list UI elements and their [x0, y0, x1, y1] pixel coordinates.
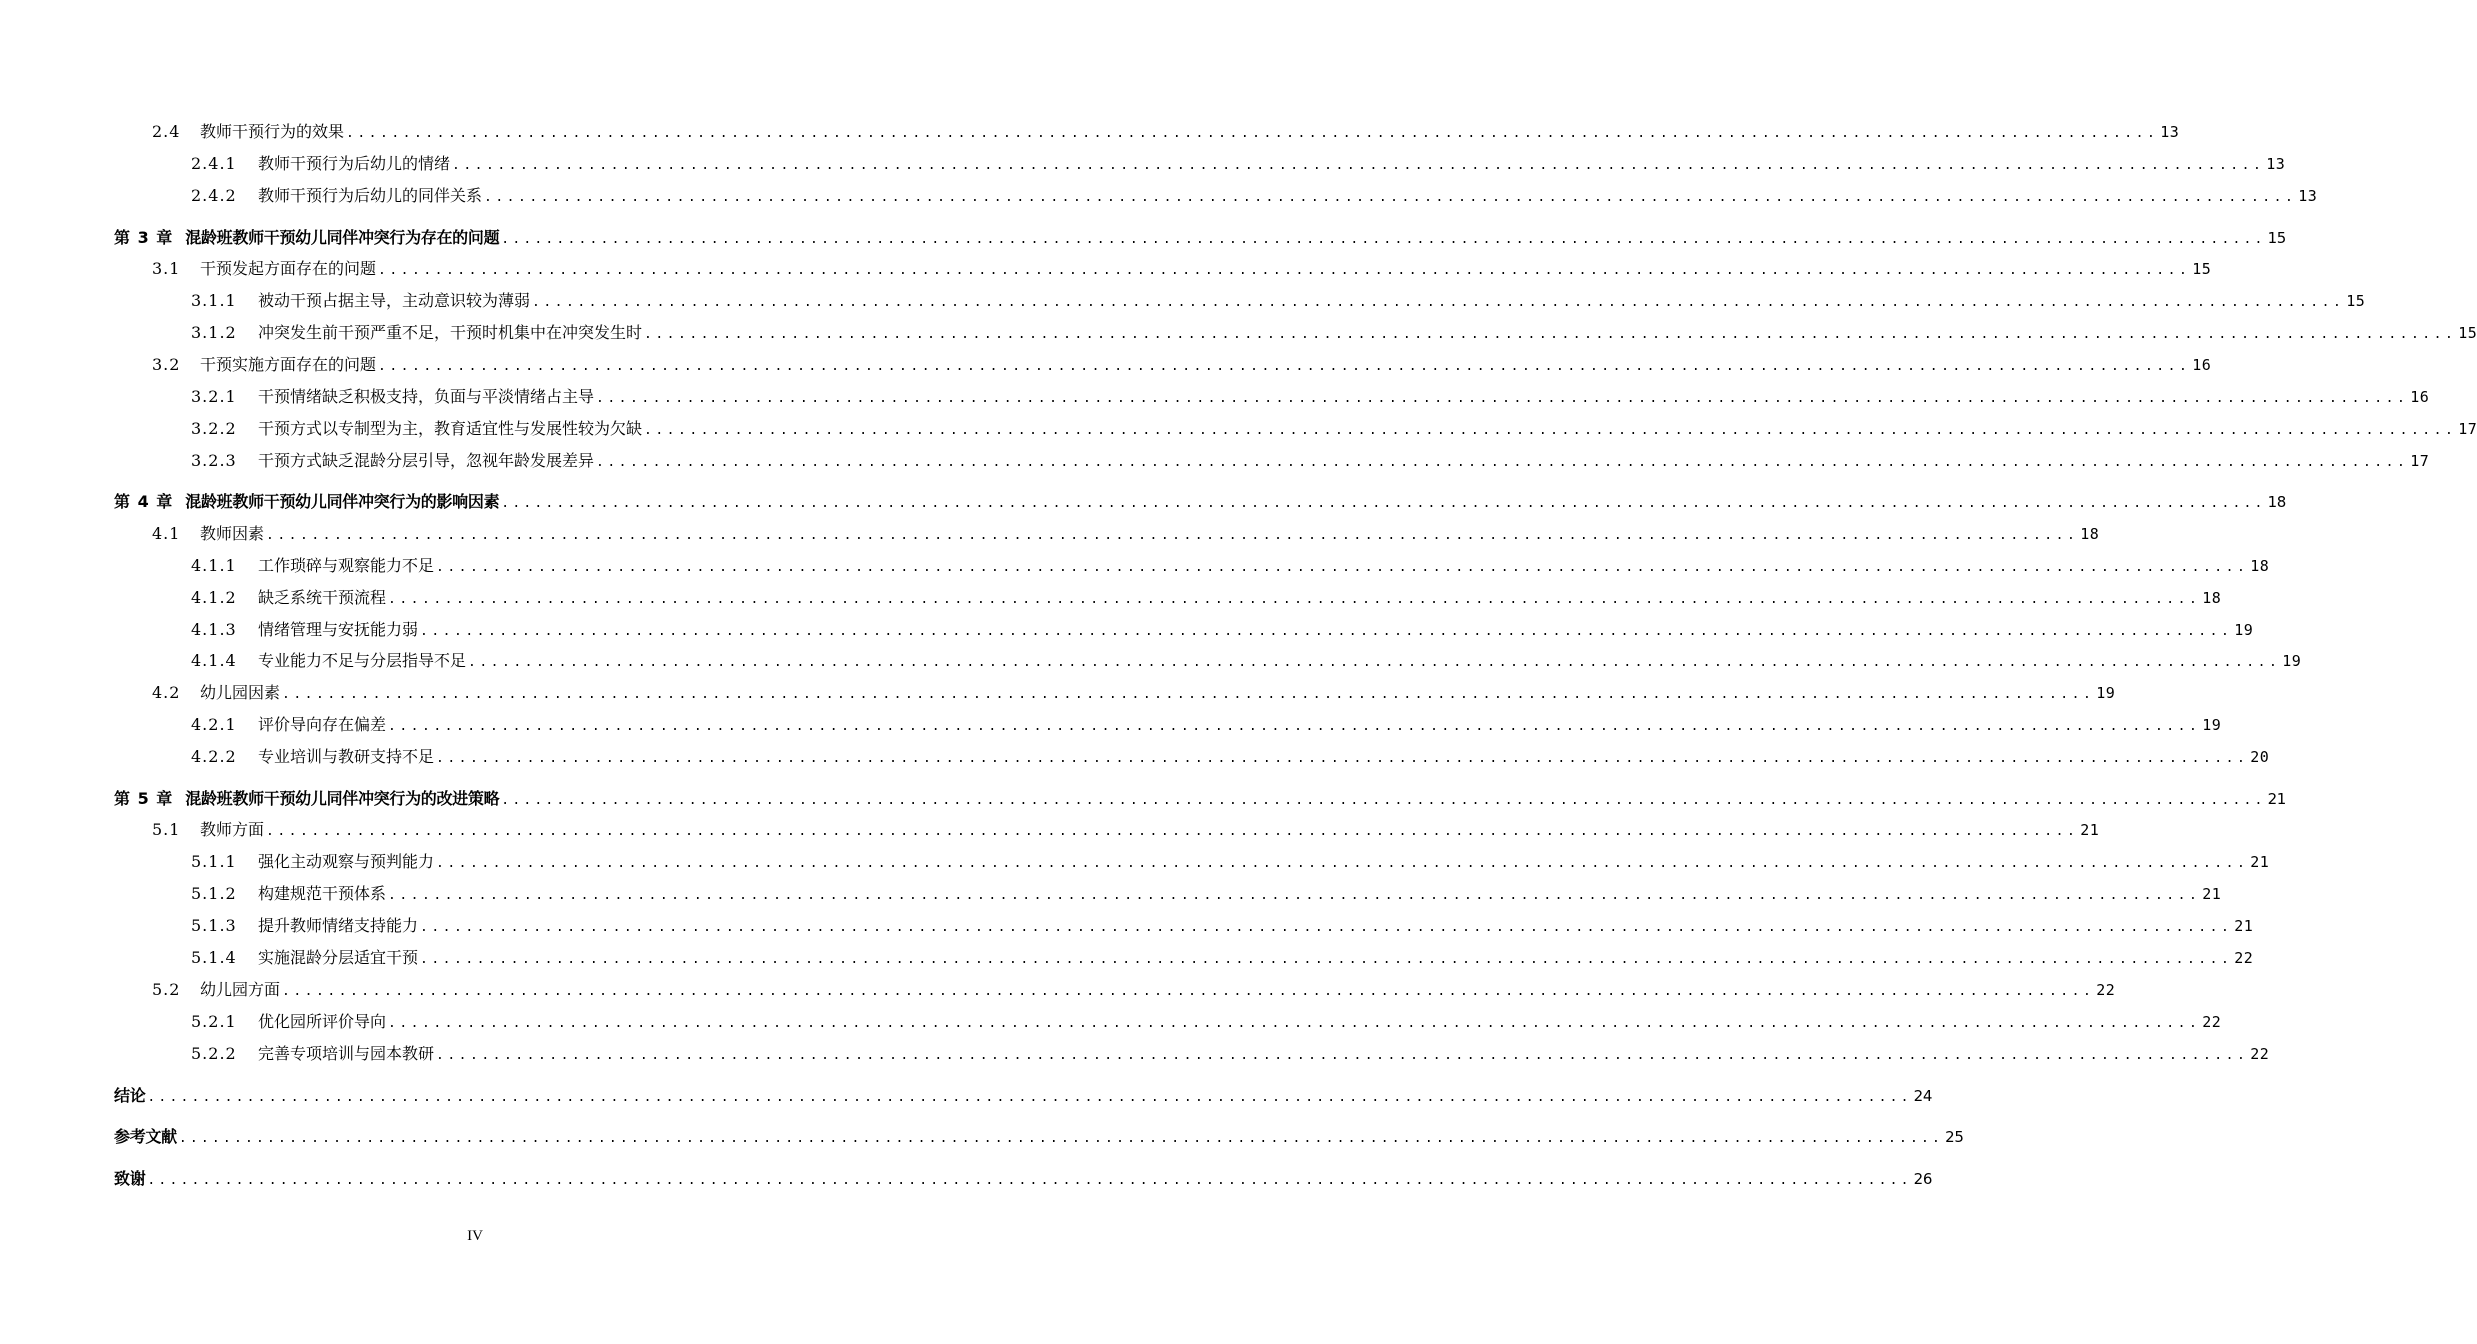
toc-subsection-entry[interactable] [191, 745, 2270, 771]
toc-section-entry[interactable] [152, 818, 2100, 844]
toc-dot-leader: ................................................................................................................................................................ [388, 719, 2201, 734]
toc-entry-page-number: 15 [2267, 229, 2287, 247]
toc-dot-leader: ................................................................................................................................................................ [266, 528, 2079, 543]
toc-subsection-entry[interactable] [191, 586, 2222, 612]
toc-subsection-entry[interactable] [191, 554, 2270, 580]
toc-entry-title: 教师干预行为的效果 [200, 122, 345, 141]
toc-entry-number: 2.4.2 [191, 186, 237, 205]
toc-subsection-entry[interactable] [191, 618, 2254, 644]
toc-entry-page-number: 18 [2202, 589, 2222, 607]
toc-dot-leader: ................................................................................................................................................................ [436, 1048, 2249, 1063]
toc-entry-number: 4.1.1 [191, 556, 237, 575]
toc-entry-title: 构建规范干预体系 [258, 884, 387, 903]
toc-dot-leader: ................................................................................................................................................................ [501, 793, 2266, 808]
toc-entry-page-number: 18 [2250, 557, 2270, 575]
toc-entry-number: 5.1.1 [191, 852, 237, 871]
toc-entry-number: 5.1.3 [191, 916, 237, 935]
toc-entry-title: 优化园所评价导向 [258, 1012, 387, 1031]
toc-entry-number: 5.1.4 [191, 948, 237, 967]
toc-entry-page-number: 22 [2096, 981, 2116, 999]
toc-entry-number: 4.2 [152, 683, 181, 702]
toc-chapter-entry[interactable] [114, 226, 2287, 252]
toc-dot-leader: ................................................................................................................................................................ [436, 560, 2249, 575]
toc-chapter-entry[interactable] [114, 787, 2287, 813]
toc-entry-page-number: 26 [1913, 1170, 1933, 1188]
toc-subsection-entry[interactable] [191, 882, 2222, 908]
toc-dot-leader: ................................................................................................................................................................ [644, 327, 2457, 342]
toc-dot-leader: ................................................................................................................................................................ [147, 1090, 1912, 1105]
toc-chapter-entry[interactable] [114, 1125, 1964, 1151]
toc-entry-page-number: 19 [2096, 684, 2116, 702]
toc-entry-page-number: 22 [2250, 1045, 2270, 1063]
toc-dot-leader: ................................................................................................................................................................ [378, 263, 2191, 278]
toc-chapter-entry[interactable] [114, 490, 2287, 516]
toc-dot-leader: ................................................................................................................................................................ [420, 952, 2233, 967]
toc-entry-number: 4.1.2 [191, 588, 237, 607]
toc-dot-leader: ................................................................................................................................................................ [147, 1173, 1912, 1188]
toc-entry-number: 第 4 章 [114, 492, 174, 511]
toc-subsection-entry[interactable] [191, 289, 2366, 315]
toc-entry-page-number: 18 [2267, 493, 2287, 511]
toc-entry-number: 2.4.1 [191, 154, 237, 173]
toc-entry-page-number: 21 [2267, 790, 2287, 808]
toc-subsection-entry[interactable] [191, 417, 2477, 443]
toc-subsection-entry[interactable] [191, 385, 2430, 411]
toc-chapter-entry[interactable] [114, 1167, 1933, 1193]
toc-entry-title: 冲突发生前干预严重不足，干预时机集中在冲突发生时 [258, 323, 643, 342]
toc-entry-title: 教师干预行为后幼儿的情绪 [258, 154, 451, 173]
toc-dot-leader: ................................................................................................................................................................ [596, 391, 2409, 406]
toc-subsection-entry[interactable] [191, 1010, 2222, 1036]
toc-dot-leader: ................................................................................................................................................................ [282, 687, 2095, 702]
toc-subsection-entry[interactable] [191, 914, 2254, 940]
toc-entry-title: 专业培训与教研支持不足 [258, 747, 435, 766]
toc-dot-leader: ................................................................................................................................................................ [178, 1131, 1944, 1146]
toc-section-entry[interactable] [152, 257, 2212, 283]
toc-entry-page-number: 19 [2234, 621, 2254, 639]
toc-entry-title: 缺乏系统干预流程 [258, 588, 387, 607]
toc-subsection-entry[interactable] [191, 321, 2477, 347]
toc-section-entry[interactable] [152, 522, 2100, 548]
toc-entry-number: 5.2 [152, 980, 181, 999]
toc-entry-number: 3.2.2 [191, 419, 237, 438]
toc-subsection-entry[interactable] [191, 946, 2254, 972]
toc-entry-page-number: 21 [2202, 885, 2222, 903]
toc-entry-title: 结论 [114, 1086, 146, 1105]
toc-entry-number: 2.4 [152, 122, 181, 141]
toc-entry-page-number: 16 [2192, 356, 2212, 374]
toc-section-entry[interactable] [152, 120, 2180, 146]
toc-entry-number: 4.1 [152, 524, 181, 543]
toc-entry-title: 专业能力不足与分层指导不足 [258, 651, 467, 670]
toc-entry-number: 3.1.2 [191, 323, 237, 342]
toc-entry-title: 教师干预行为后幼儿的同伴关系 [258, 186, 483, 205]
toc-entry-page-number: 15 [2192, 260, 2212, 278]
toc-subsection-entry[interactable] [191, 184, 2318, 210]
toc-entry-number: 5.2.1 [191, 1012, 237, 1031]
toc-entry-title: 教师因素 [200, 524, 265, 543]
toc-dot-leader: ................................................................................................................................................................ [484, 190, 2297, 205]
toc-entry-page-number: 15 [2458, 324, 2477, 342]
toc-entry-title: 参考文献 [114, 1127, 177, 1146]
toc-entry-page-number: 20 [2250, 748, 2270, 766]
toc-section-entry[interactable] [152, 978, 2116, 1004]
toc-subsection-entry[interactable] [191, 713, 2222, 739]
toc-entry-page-number: 21 [2234, 917, 2254, 935]
toc-dot-leader: ................................................................................................................................................................ [452, 158, 2265, 173]
toc-entry-title: 完善专项培训与园本教研 [258, 1044, 435, 1063]
toc-subsection-entry[interactable] [191, 649, 2302, 675]
toc-dot-leader: ................................................................................................................................................................ [346, 126, 2159, 141]
toc-chapter-entry[interactable] [114, 1084, 1933, 1110]
toc-entry-title: 幼儿园方面 [200, 980, 281, 999]
toc-entry-title: 干预方式以专制型为主，教育适宜性与发展性较为欠缺 [258, 419, 643, 438]
toc-subsection-entry[interactable] [191, 449, 2430, 475]
toc-entry-page-number: 22 [2202, 1013, 2222, 1031]
toc-dot-leader: ................................................................................................................................................................ [388, 592, 2201, 607]
toc-dot-leader: ................................................................................................................................................................ [532, 295, 2345, 310]
toc-entry-number: 5.1 [152, 820, 181, 839]
toc-entry-title: 提升教师情绪支持能力 [258, 916, 419, 935]
toc-entry-page-number: 19 [2202, 716, 2222, 734]
toc-entry-number: 3.2.3 [191, 451, 237, 470]
toc-entry-number: 3.1 [152, 259, 181, 278]
toc-entry-title: 强化主动观察与预判能力 [258, 852, 435, 871]
toc-entry-page-number: 25 [1945, 1128, 1964, 1146]
toc-entry-number: 5.2.2 [191, 1044, 237, 1063]
toc-dot-leader: ................................................................................................................................................................ [420, 920, 2233, 935]
toc-entry-title: 混龄班教师干预幼儿同伴冲突行为的影响因素 [185, 492, 500, 511]
toc-entry-title: 干预实施方面存在的问题 [200, 355, 377, 374]
page-number-footer: IV [467, 1228, 483, 1244]
toc-subsection-entry[interactable] [191, 1042, 2270, 1068]
toc-entry-title: 干预情绪缺乏积极支持，负面与平淡情绪占主导 [258, 387, 595, 406]
toc-entry-page-number: 13 [2298, 187, 2318, 205]
toc-dot-leader: ................................................................................................................................................................ [501, 496, 2266, 511]
toc-entry-page-number: 24 [1913, 1087, 1933, 1105]
toc-dot-leader: ................................................................................................................................................................ [282, 984, 2095, 999]
toc-entry-title: 被动干预占据主导，主动意识较为薄弱 [258, 291, 531, 310]
toc-entry-page-number: 21 [2250, 853, 2270, 871]
toc-entry-page-number: 13 [2266, 155, 2286, 173]
toc-entry-number: 3.2 [152, 355, 181, 374]
toc-entry-number: 3.1.1 [191, 291, 237, 310]
toc-entry-title: 工作琐碎与观察能力不足 [258, 556, 435, 575]
toc-entry-title: 评价导向存在偏差 [258, 715, 387, 734]
toc-entry-number: 3.2.1 [191, 387, 237, 406]
toc-entry-page-number: 21 [2080, 821, 2100, 839]
toc-entry-title: 实施混龄分层适宜干预 [258, 948, 419, 967]
toc-entry-number: 第 5 章 [114, 789, 174, 808]
toc-entry-title: 混龄班教师干预幼儿同伴冲突行为的改进策略 [185, 789, 500, 808]
toc-dot-leader: ................................................................................................................................................................ [388, 1016, 2201, 1031]
toc-entry-number: 4.2.1 [191, 715, 237, 734]
toc-entry-page-number: 17 [2410, 452, 2430, 470]
toc-entry-number: 5.1.2 [191, 884, 237, 903]
toc-dot-leader: ................................................................................................................................................................ [468, 655, 2281, 670]
toc-dot-leader: ................................................................................................................................................................ [436, 856, 2249, 871]
toc-entry-title: 教师方面 [200, 820, 265, 839]
toc-entry-number: 第 3 章 [114, 228, 174, 247]
toc-entry-page-number: 17 [2458, 420, 2477, 438]
toc-dot-leader: ................................................................................................................................................................ [644, 423, 2457, 438]
toc-dot-leader: ................................................................................................................................................................ [436, 751, 2249, 766]
toc-dot-leader: ................................................................................................................................................................ [596, 455, 2409, 470]
toc-entry-title: 干预方式缺乏混龄分层引导，忽视年龄发展差异 [258, 451, 595, 470]
toc-entry-title: 情绪管理与安抚能力弱 [258, 620, 419, 639]
toc-section-entry[interactable] [152, 681, 2116, 707]
toc-entry-number: 4.1.4 [191, 651, 237, 670]
toc-subsection-entry[interactable] [191, 152, 2286, 178]
toc-subsection-entry[interactable] [191, 850, 2270, 876]
toc-entry-page-number: 22 [2234, 949, 2254, 967]
toc-dot-leader: ................................................................................................................................................................ [378, 359, 2191, 374]
toc-entry-page-number: 18 [2080, 525, 2100, 543]
toc-entry-page-number: 19 [2282, 652, 2302, 670]
toc-entry-title: 混龄班教师干预幼儿同伴冲突行为存在的问题 [185, 228, 500, 247]
toc-dot-leader: ................................................................................................................................................................ [501, 232, 2266, 247]
toc-entry-page-number: 16 [2410, 388, 2430, 406]
toc-entry-page-number: 15 [2346, 292, 2366, 310]
toc-entry-page-number: 13 [2160, 123, 2180, 141]
toc-entry-title: 致谢 [114, 1169, 146, 1188]
toc-section-entry[interactable] [152, 353, 2212, 379]
toc-entry-title: 干预发起方面存在的问题 [200, 259, 377, 278]
toc-dot-leader: ................................................................................................................................................................ [420, 624, 2233, 639]
toc-entry-title: 幼儿园因素 [200, 683, 281, 702]
toc-dot-leader: ................................................................................................................................................................ [388, 888, 2201, 903]
toc-entry-number: 4.2.2 [191, 747, 237, 766]
toc-entry-number: 4.1.3 [191, 620, 237, 639]
toc-dot-leader: ................................................................................................................................................................ [266, 824, 2079, 839]
